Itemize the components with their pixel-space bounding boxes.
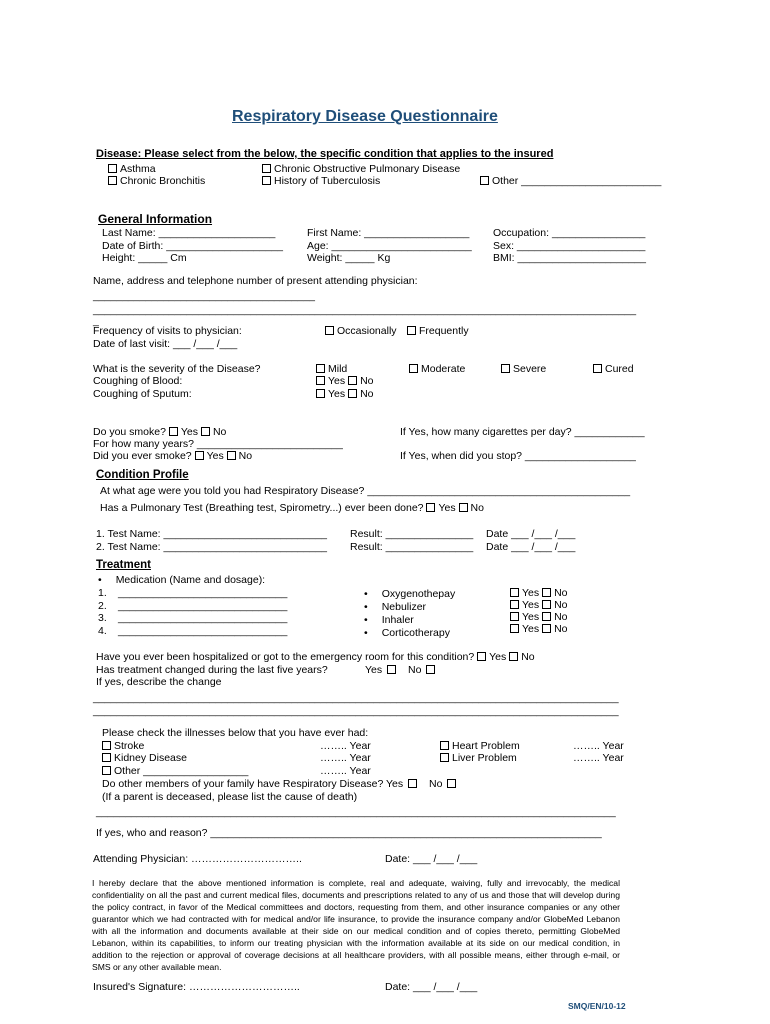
hospitalized-yes-checkbox[interactable]	[477, 652, 486, 661]
inhaler-yes-label: Yes	[522, 611, 540, 623]
bronchitis-option[interactable]	[108, 175, 205, 187]
age-field[interactable]: Age: ________________________	[307, 240, 472, 252]
pulmonary-test-question[interactable]	[100, 502, 484, 514]
coughing-blood-label: Coughing of Blood:	[93, 375, 183, 387]
physician-line-2[interactable]: _____________________________________________________________________________________________	[93, 304, 637, 316]
who-reason-field[interactable]: If yes, who and reason? ___________________________________________________________________	[96, 827, 602, 839]
other-disease-option[interactable]	[480, 175, 661, 187]
family-no-label: No	[428, 778, 443, 790]
pft-yes-label: Yes	[438, 502, 456, 514]
sputum-no-checkbox[interactable]	[348, 389, 357, 398]
occasionally-option[interactable]	[325, 325, 397, 337]
sputum-yes-no[interactable]	[316, 388, 374, 400]
bronchitis-label: Chronic Bronchitis	[120, 175, 206, 187]
disease-heading: Disease: Please select from the below, the specific condition that applies to the insured	[96, 148, 554, 160]
cigarettes-per-day-field[interactable]: If Yes, how many cigarettes per day? ____________	[400, 426, 645, 438]
liver-label: Liver Problem	[452, 752, 517, 764]
other-disease-checkbox[interactable]	[480, 176, 489, 185]
other-year-field[interactable]: …….. Year	[320, 765, 371, 777]
nebulizer-yes-checkbox[interactable]	[510, 600, 519, 609]
sputum-no-label: No	[360, 388, 374, 400]
diagnosis-age-field[interactable]: At what age were you told you had Respiratory Disease? _____________________________________________	[100, 485, 631, 497]
asthma-checkbox[interactable]	[108, 164, 117, 173]
smoke-no-checkbox[interactable]	[201, 427, 210, 436]
heart-option[interactable]	[440, 740, 520, 752]
moderate-label: Moderate	[421, 363, 466, 375]
liver-option[interactable]	[440, 752, 517, 764]
family-yes-checkbox[interactable]	[408, 779, 417, 788]
corticotherapy-item: • Corticotherapy	[364, 627, 450, 639]
sputum-yes-checkbox[interactable]	[316, 389, 325, 398]
oxygen-therapy-item: • Oxygenothepay	[364, 588, 455, 600]
ever-smoke-question[interactable]	[93, 450, 252, 462]
medication-label: • Medication (Name and dosage):	[98, 574, 265, 586]
physician-label: Name, address and telephone number of present attending physician:	[93, 275, 418, 287]
hospitalized-no-label: No	[521, 651, 535, 663]
other-disease-field[interactable]: Other ________________________	[492, 175, 662, 187]
medication-line-1[interactable]: _____________________________	[118, 587, 288, 599]
family-history-label: Do other members of your family have Respiratory Disease? Yes	[102, 778, 404, 790]
frequency-label: Frequency of visits to physician:	[93, 325, 242, 337]
cortico-no-checkbox[interactable]	[542, 624, 551, 633]
pft-no-label: No	[470, 502, 484, 514]
nebulizer-yes-no[interactable]	[510, 599, 568, 611]
corticotherapy-yes-no[interactable]	[510, 623, 568, 635]
deceased-note: (If a parent is deceased, please list the cause of death)	[102, 791, 358, 803]
medication-line-3[interactable]: _____________________________	[118, 612, 288, 624]
smoke-label: Do you smoke?	[93, 426, 166, 438]
heart-label: Heart Problem	[452, 740, 520, 752]
medication-number-4: 4.	[98, 625, 107, 637]
frequently-option[interactable]	[407, 325, 469, 337]
other-illness-checkbox[interactable]	[102, 766, 111, 775]
illnesses-intro: Please check the illnesses below that you have ever had:	[102, 727, 369, 739]
bmi-field[interactable]: BMI: ______________________	[493, 252, 646, 264]
stroke-label: Stroke	[114, 740, 145, 752]
severity-question: What is the severity of the Disease?	[93, 363, 261, 375]
other-illness-option[interactable]	[102, 765, 248, 777]
declaration-text: I hereby declare that the above mentioned information is complete, real and adequate, waiving, fully and irrevocably, the medical confidentiality on all the past and current medical files, documents and prescriptions related to any of us and those that will develop during the policy contract, in favor of the Medical committees and doctors, requesting from them, and other insurance companies or any other guarantor which we had contracted with for medical and/or life insurance, to provide the insurance company and/or GlobeMed Lebanon with all the information and documents available at their side on our medical condition and of copies thereto, permitting GlobeMed Lebanon, within its capabilities, to inform our treating physician with the information available at its side on our medical condition, in addition to the rejection or approval of coverage decisions at all healthcare providers, with all possible means, either through e-mail, or SMS or any other available mean.	[92, 878, 620, 972]
ever-smoke-no-label: No	[238, 450, 253, 462]
pulmonary-test-label: Has a Pulmonary Test (Breathing test, Spirometry...) ever been done?	[100, 502, 424, 514]
insured-signature-field[interactable]: Insured's Signature: …………………………..	[93, 981, 300, 993]
coughing-sputum-label: Coughing of Sputum:	[93, 388, 192, 400]
cortico-yes-checkbox[interactable]	[510, 624, 519, 633]
describe-change-label: If yes, describe the change	[96, 676, 222, 688]
physician-line-3[interactable]: _	[93, 315, 99, 327]
kidney-year-field[interactable]: …….. Year	[320, 752, 371, 764]
condition-profile-heading: Condition Profile	[96, 469, 189, 481]
copd-label: Chronic Obstructive Pulmonary Disease	[274, 163, 461, 175]
hospitalized-question[interactable]	[96, 651, 535, 663]
ever-smoke-yes-checkbox[interactable]	[195, 451, 204, 460]
smoke-yes-label: Yes	[180, 426, 199, 438]
medication-row-4[interactable]	[98, 625, 287, 637]
occasionally-label: Occasionally	[337, 325, 397, 337]
changed-yes-checkbox[interactable]	[387, 665, 396, 674]
general-info-heading: General Information	[98, 212, 213, 226]
cured-checkbox[interactable]	[593, 364, 602, 373]
smoke-years-field[interactable]: For how many years? _________________________	[93, 438, 343, 450]
severe-label: Severe	[513, 363, 547, 375]
last-name-field[interactable]: Last Name: ____________________	[102, 227, 276, 239]
copd-checkbox[interactable]	[262, 164, 271, 173]
cured-label: Cured	[605, 363, 634, 375]
blood-yes-checkbox[interactable]	[316, 376, 325, 385]
inhaler-no-label: No	[554, 611, 568, 623]
hospitalized-yes-label: Yes	[489, 651, 507, 663]
nebulizer-no-checkbox[interactable]	[542, 600, 551, 609]
physician-date-field[interactable]: Date: ___ /___ /___	[385, 853, 478, 865]
nebulizer-no-label: No	[554, 599, 568, 611]
ever-smoke-label: Did you ever smoke?	[93, 450, 192, 462]
describe-change-line-2[interactable]: __________________________________________________________________________________________	[93, 705, 619, 717]
frequently-label: Frequently	[419, 325, 469, 337]
copd-option[interactable]	[262, 163, 460, 175]
treatment-heading: Treatment	[96, 559, 151, 571]
stroke-checkbox[interactable]	[102, 741, 111, 750]
oxygen-yes-checkbox[interactable]	[510, 588, 519, 597]
height-field[interactable]: Height: _____ Cm	[102, 252, 187, 264]
mild-checkbox[interactable]	[316, 364, 325, 373]
asthma-option[interactable]	[108, 163, 156, 175]
first-name-field[interactable]: First Name: __________________	[307, 227, 470, 239]
cortico-yes-label: Yes	[522, 623, 540, 635]
attending-physician-field[interactable]: Attending Physician: …………………………..	[93, 853, 302, 865]
result-2-field[interactable]: Result: _______________	[350, 541, 474, 553]
stop-smoking-field[interactable]: If Yes, when did you stop? ___________________	[400, 450, 636, 462]
dob-field[interactable]: Date of Birth: ____________________	[102, 240, 283, 252]
nebulizer-yes-label: Yes	[522, 599, 540, 611]
frequently-checkbox[interactable]	[407, 326, 416, 335]
kidney-label: Kidney Disease	[114, 752, 187, 764]
tuberculosis-checkbox[interactable]	[262, 176, 271, 185]
medication-row-1[interactable]	[98, 587, 287, 599]
blood-yes-no[interactable]	[316, 375, 374, 387]
sex-field[interactable]: Sex: ______________________	[493, 240, 646, 252]
cured-option[interactable]	[593, 363, 634, 375]
medication-line-2[interactable]: _____________________________	[118, 600, 288, 612]
severe-option[interactable]	[501, 363, 546, 375]
hospitalized-no-checkbox[interactable]	[509, 652, 518, 661]
medication-row-2[interactable]	[98, 600, 287, 612]
treatment-changed-label: Has treatment changed during the last five years?	[96, 664, 328, 676]
inhaler-no-checkbox[interactable]	[542, 612, 551, 621]
blood-no-checkbox[interactable]	[348, 376, 357, 385]
blood-no-label: No	[360, 375, 374, 387]
blood-yes-label: Yes	[328, 375, 346, 387]
tuberculosis-option[interactable]	[262, 175, 380, 187]
bronchitis-checkbox[interactable]	[108, 176, 117, 185]
sputum-yes-label: Yes	[328, 388, 346, 400]
stroke-option[interactable]	[102, 740, 144, 752]
medication-line-4[interactable]: _____________________________	[118, 625, 288, 637]
form-code: SMQ/EN/10-12	[568, 1001, 626, 1011]
cortico-no-label: No	[554, 623, 568, 635]
changed-no-label: No	[407, 664, 422, 676]
tuberculosis-label: History of Tuberculosis	[274, 175, 381, 187]
describe-change-line-1[interactable]: __________________________________________________________________________________________	[93, 692, 619, 704]
medication-number-1: 1.	[98, 587, 107, 599]
ever-smoke-no-checkbox[interactable]	[227, 451, 236, 460]
test-date-2-field[interactable]: Date ___ /___ /___	[486, 541, 576, 553]
changed-yes-label: Yes	[365, 664, 383, 676]
mild-option[interactable]	[316, 363, 347, 375]
heart-year-field[interactable]: …….. Year	[573, 740, 624, 752]
liver-year-field[interactable]: …….. Year	[573, 752, 624, 764]
family-history-question[interactable]	[102, 778, 459, 790]
insured-date-field[interactable]: Date: ___ /___ /___	[385, 981, 478, 993]
smoke-question[interactable]	[93, 426, 226, 438]
kidney-checkbox[interactable]	[102, 753, 111, 762]
changed-no-checkbox[interactable]	[426, 665, 435, 674]
severe-checkbox[interactable]	[501, 364, 510, 373]
moderate-option[interactable]	[409, 363, 465, 375]
asthma-label: Asthma	[120, 163, 156, 175]
medication-number-3: 3.	[98, 612, 107, 624]
stroke-year-field[interactable]: …….. Year	[320, 740, 371, 752]
weight-field[interactable]: Weight: _____ Kg	[307, 252, 391, 264]
medication-number-2: 2.	[98, 600, 107, 612]
smoke-no-label: No	[212, 426, 227, 438]
oxygen-no-checkbox[interactable]	[542, 588, 551, 597]
smoke-yes-checkbox[interactable]	[169, 427, 178, 436]
inhaler-item: • Inhaler	[364, 614, 414, 626]
oxygen-no-label: No	[554, 587, 568, 599]
test-date-1-field[interactable]: Date ___ /___ /___	[486, 528, 576, 540]
inhaler-yes-no[interactable]	[510, 611, 568, 623]
family-history-line[interactable]: _________________________________________________________________________________________	[96, 806, 616, 818]
mild-label: Mild	[328, 363, 348, 375]
page-title: Respiratory Disease Questionnaire	[232, 108, 498, 125]
ever-smoke-yes-label: Yes	[206, 450, 224, 462]
physician-line-1[interactable]: ______________________________________	[93, 290, 315, 302]
result-1-field[interactable]: Result: _______________	[350, 528, 474, 540]
inhaler-yes-checkbox[interactable]	[510, 612, 519, 621]
treatment-changed-yes-no[interactable]	[365, 664, 438, 676]
test-name-1-field[interactable]: 1. Test Name: ____________________________	[96, 528, 328, 540]
liver-checkbox[interactable]	[440, 753, 449, 762]
pft-no-checkbox[interactable]	[459, 503, 468, 512]
other-illness-field[interactable]: Other __________________	[114, 765, 249, 777]
family-no-checkbox[interactable]	[447, 779, 456, 788]
nebulizer-item: • Nebulizer	[364, 601, 426, 613]
test-name-2-field[interactable]: 2. Test Name: ____________________________	[96, 541, 328, 553]
oxygen-yes-label: Yes	[522, 587, 540, 599]
occasionally-checkbox[interactable]	[325, 326, 334, 335]
last-visit-field[interactable]: Date of last visit: ___ /___ /___	[93, 338, 238, 350]
hospitalized-label: Have you ever been hospitalized or got to the emergency room for this condition?	[96, 651, 475, 663]
medication-row-3[interactable]	[98, 612, 287, 624]
oxygen-yes-no[interactable]	[510, 587, 568, 599]
heart-checkbox[interactable]	[440, 741, 449, 750]
pft-yes-checkbox[interactable]	[426, 503, 435, 512]
kidney-option[interactable]	[102, 752, 187, 764]
occupation-field[interactable]: Occupation: ________________	[493, 227, 646, 239]
moderate-checkbox[interactable]	[409, 364, 418, 373]
